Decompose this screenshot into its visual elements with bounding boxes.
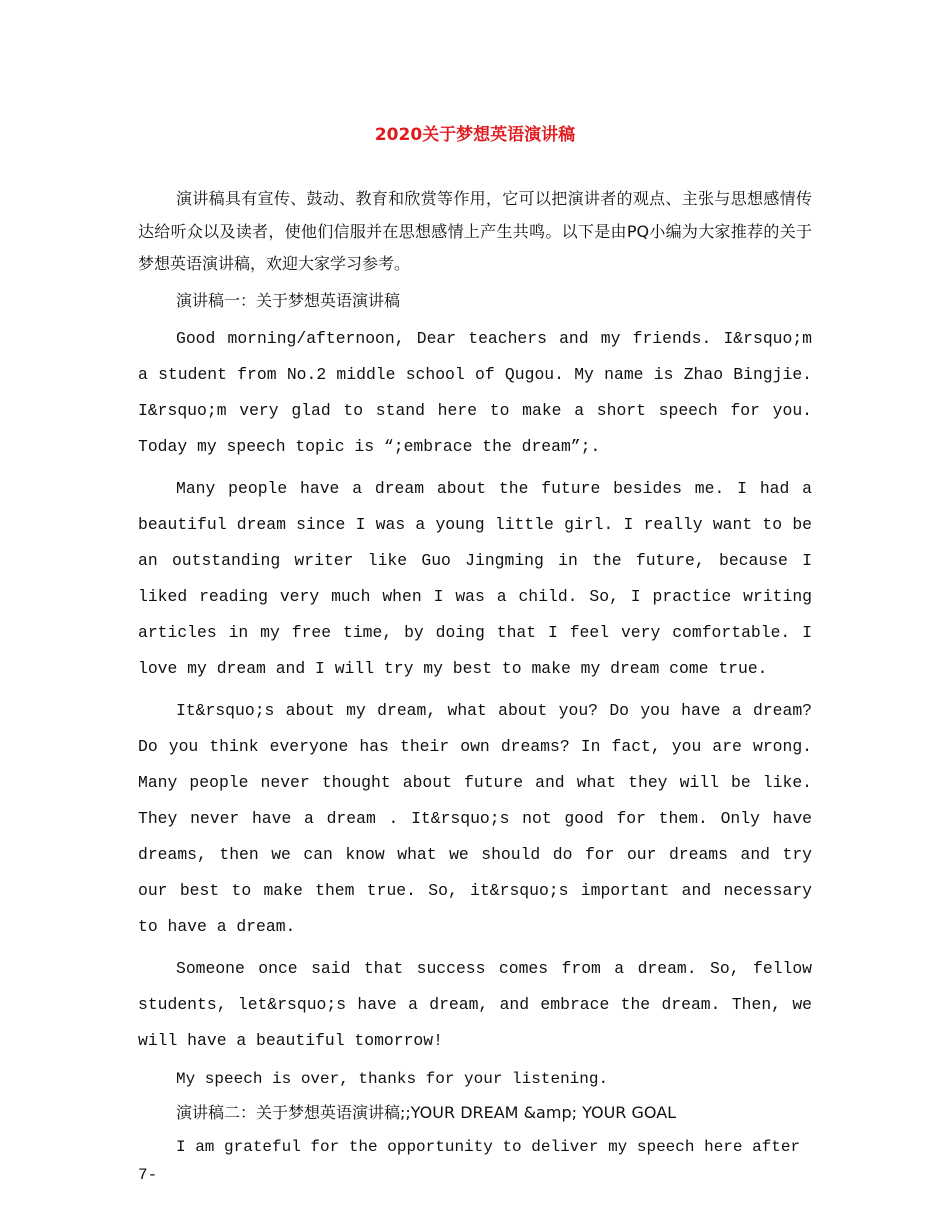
speech2-first-line: I am grateful for the opportunity to deliver my speech here after 7- — [138, 1137, 801, 1184]
speech1-paragraph-3: It&rsquo;s about my dream, what about you? Do you have a dream? Do you think everyone has their own dreams? In fact, you are wrong. Many people never thought about future and what they will be like. They never have a dream . It&rsquo;s not good for them. Only have dreams, then we can know what we should do for our dreams and try our best to make them true. So, it&rsquo;s important and necessary to have a dream. — [138, 700, 812, 936]
intro-paragraph: 演讲稿具有宣传、鼓动、教育和欣赏等作用，它可以把演讲者的观点、主张与思想感情传达给听众以及读者，使他们信服并在思想感情上产生共鸣。以下是由PQ小编为大家推荐的关于梦想英语演讲稿，欢迎大家学习参考。 — [138, 189, 812, 273]
document-title: 2020关于梦想英语演讲稿 — [374, 125, 576, 145]
speech1-paragraph-4: Someone once said that success comes from a dream. So, fellow students, let&rsquo;s have a dream, and embrace the dream. Then, we will have a beautiful tomorrow! — [138, 958, 812, 1050]
speech1-paragraph-2: Many people have a dream about the future besides me. I had a beautiful dream since I was a young little girl. I really want to be an outstanding writer like Guo Jingming in the future, because I liked reading very much when I was a child. So, I practice writing articles in my free time, by doing that I feel very comfortable. I love my dream and I will try my best to make my dream come true. — [138, 478, 812, 678]
document-page — [138, 120, 812, 1195]
section-heading-2: 演讲稿二：关于梦想英语演讲稿;;YOUR DREAM &amp; YOUR GOAL — [176, 1102, 677, 1122]
section-heading-1: 演讲稿一：关于梦想英语演讲稿 — [176, 290, 401, 310]
speech1-paragraph-1: Good morning/afternoon, Dear teachers and my friends. I&rsquo;m a student from No.2 middle school of Qugou. My name is Zhao Bingjie. I&rsquo;m very glad to stand here to make a short speech for you. Today my speech topic is “;embrace the dream”;. — [138, 328, 812, 456]
speech1-closing: My speech is over, thanks for your listening. — [176, 1069, 609, 1088]
